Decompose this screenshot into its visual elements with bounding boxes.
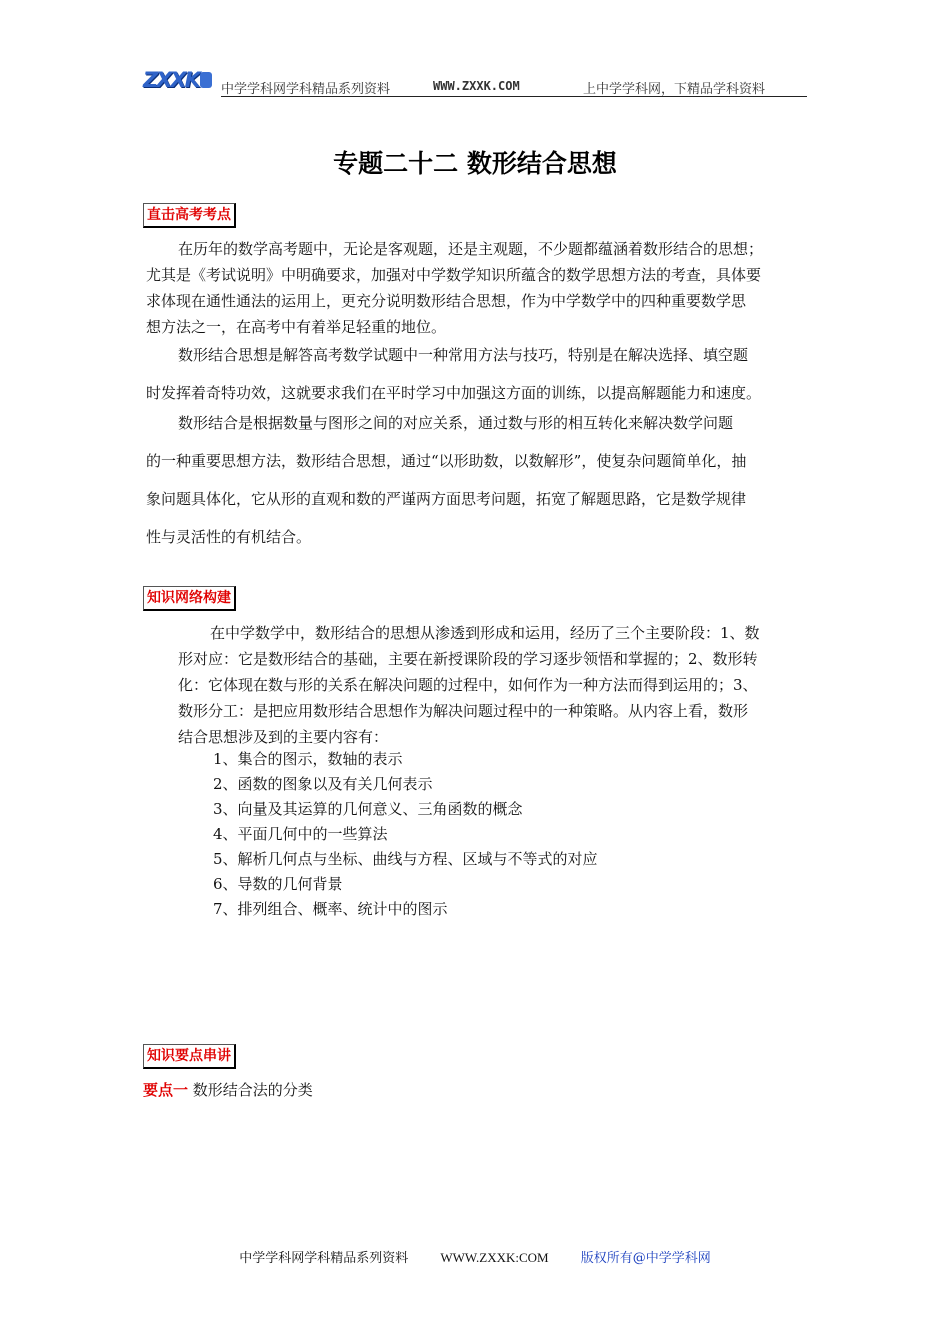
logo-text: ZXXK — [143, 68, 199, 92]
text-line: 在历年的数学高考题中，无论是客观题，还是主观题，不少题都蕴涵着数形结合的思想； — [178, 240, 764, 258]
paragraph-intro — [146, 236, 806, 340]
text-line: 性与灵活性的有机结合。 — [146, 528, 312, 546]
footer-left-text: 中学学科网学科精品系列资料 — [239, 1251, 409, 1266]
text-line: 化：它体现在数与形的关系在解决问题的过程中，如何作为一种方法而得到运用的；3、 — [178, 676, 758, 694]
footer-website[interactable]: WWW.ZXXK:COM — [440, 1250, 549, 1265]
text-line: 尤其是《考试说明》中明确要求，加强对中学数学知识所蕴含的数学思想方法的考查，具体要 — [146, 266, 762, 284]
content-list — [213, 747, 598, 922]
text-line: 数形结合思想是解答高考数学试题中一种常用方法与技巧，特别是在解决选择、填空题 — [178, 346, 749, 364]
paragraph-definition — [146, 404, 806, 556]
key-point-text: 数形结合法的分类 — [192, 1081, 313, 1099]
page-title: 专题二十二 数形结合思想 — [333, 149, 617, 178]
header-divider — [221, 96, 807, 97]
text-line: 的一种重要思想方法，数形结合思想，通过“以形助数，以数解形”，使复杂问题简单化，抽 — [146, 452, 747, 470]
text-line: 结合思想涉及到的主要内容有： — [178, 728, 389, 746]
list-item: 4、平面几何中的一些算法 — [213, 825, 388, 843]
text-line: 求体现在通性通法的运用上，更充分说明数形结合思想，作为中学数学中的四种重要数学思 — [146, 292, 747, 310]
paragraph-method — [146, 336, 806, 412]
list-item: 7、排列组合、概率、统计中的图示 — [213, 900, 448, 918]
page-footer — [0, 1247, 950, 1266]
logo-badge — [200, 72, 212, 88]
section-tag-key-points: 知识要点串讲 — [143, 1044, 236, 1069]
list-item: 2、函数的图象以及有关几何表示 — [213, 775, 433, 793]
header-right-text: 上中学学科网，下精品学科资料 — [583, 82, 766, 97]
key-point-label: 要点一 — [143, 1081, 189, 1099]
header-website[interactable]: WWW.ZXXK.COM — [433, 79, 520, 93]
key-point-heading — [143, 1079, 313, 1100]
footer-copyright: 版权所有@中学学科网 — [580, 1251, 711, 1266]
list-item: 5、解析几何点与坐标、曲线与方程、区域与不等式的对应 — [213, 850, 598, 868]
text-line: 数形分工：是把应用数形结合思想作为解决问题过程中的一种策略。从内容上看，数形 — [178, 702, 749, 720]
text-line: 想方法之一，在高考中有着举足轻重的地位。 — [146, 318, 447, 336]
list-item: 6、导数的几何背景 — [213, 875, 343, 893]
zxxk-logo — [143, 68, 213, 92]
text-line: 在中学数学中，数形结合的思想从渗透到形成和运用，经历了三个主要阶段：1、数 — [210, 624, 760, 642]
text-line: 象问题具体化，它从形的直观和数的严谨两方面思考问题，拓宽了解题思路，它是数学规律 — [146, 490, 747, 508]
section-tag-knowledge-network: 知识网络构建 — [143, 586, 236, 611]
paragraph-stages — [178, 620, 808, 750]
text-line: 数形结合是根据数量与图形之间的对应关系，通过数与形的相互转化来解决数学问题 — [178, 414, 734, 432]
list-item: 1、集合的图示，数轴的表示 — [213, 750, 403, 768]
text-line: 形对应：它是数形结合的基础，主要在新授课阶段的学习逐步领悟和掌握的；2、数形转 — [178, 650, 758, 668]
list-item: 3、向量及其运算的几何意义、三角函数的概念 — [213, 800, 523, 818]
text-line: 时发挥着奇特功效，这就要求我们在平时学习中加强这方面的训练，以提高解题能力和速度。 — [146, 384, 762, 402]
section-tag-exam-points: 直击高考考点 — [143, 203, 236, 228]
page-header — [143, 66, 807, 98]
header-left-text: 中学学科网学科精品系列资料 — [221, 82, 391, 97]
